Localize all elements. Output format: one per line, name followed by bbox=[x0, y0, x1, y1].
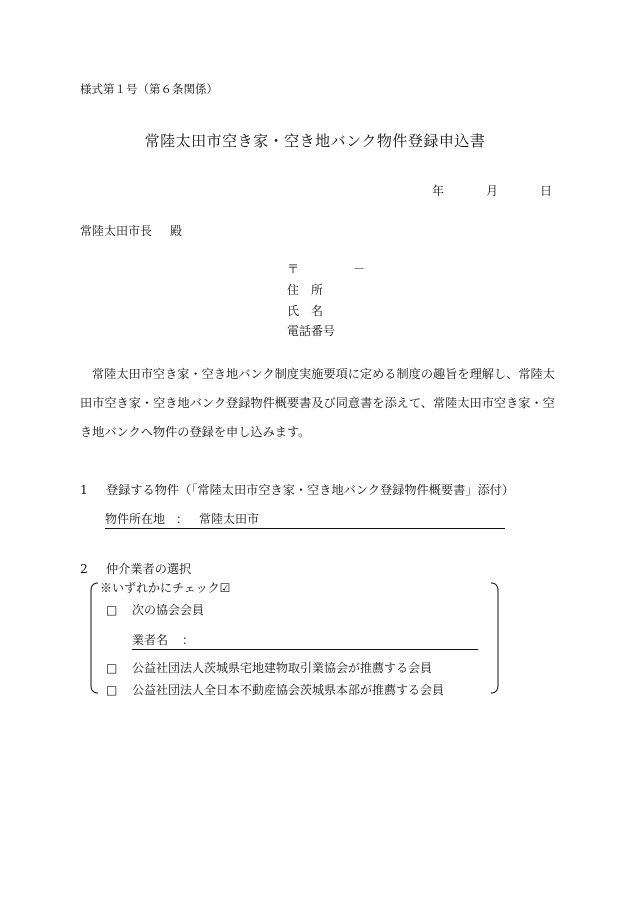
postal-mark: 〒 bbox=[287, 262, 300, 276]
dealer-name-colon: ： bbox=[182, 633, 195, 647]
date-month-label: 月 bbox=[486, 184, 499, 198]
address-label: 住 所 bbox=[287, 283, 324, 297]
application-statement bbox=[80, 360, 560, 447]
property-location-line bbox=[105, 510, 505, 529]
addressee bbox=[80, 222, 182, 239]
postal-code-row bbox=[287, 260, 366, 277]
section-1-heading bbox=[80, 481, 514, 498]
section-2-heading bbox=[80, 560, 191, 577]
left-bracket bbox=[88, 582, 100, 694]
property-location-label: 物件所在地 bbox=[105, 512, 166, 526]
section-2-number: 2 bbox=[80, 562, 88, 576]
check-instruction-text: ※いずれかにチェック bbox=[100, 581, 220, 595]
section-2-title: 仲介業者の選択 bbox=[106, 562, 192, 576]
addressee-honorific: 殿 bbox=[170, 224, 183, 238]
checkbox-icon[interactable]: □ bbox=[106, 661, 118, 675]
option-ibaraki-association[interactable] bbox=[106, 659, 432, 676]
section-1-title: 登録する物件（「常陸太田市空き家・空き地バンク登録物件概要書」添付） bbox=[106, 483, 515, 497]
name-row bbox=[287, 302, 323, 319]
option-association-member[interactable] bbox=[106, 601, 204, 618]
address-row bbox=[287, 281, 323, 298]
checkbox-icon[interactable]: □ bbox=[106, 603, 118, 617]
right-bracket bbox=[489, 582, 501, 694]
application-statement-text: 常陸太田市空き家・空き地バンク制度実施要項に定める制度の趣旨を理解し、常陸太田市空き家・空き地バンク登録物件概要書及び同意書を添えて、常陸太田市空き家・空き地バンクへ物件の登録を申し込みます。 bbox=[80, 367, 555, 439]
date-year-label: 年 bbox=[432, 184, 445, 198]
name-label: 氏 名 bbox=[287, 304, 324, 318]
phone-label: 電話番号 bbox=[287, 324, 336, 338]
property-location-value: 常陸太田市 bbox=[199, 512, 260, 526]
option-national-association[interactable] bbox=[106, 681, 444, 698]
document-title: 常陸太田市空き家・空き地バンク物件登録申込書 bbox=[144, 132, 486, 150]
form-number: 様式第１号（第６条関係） bbox=[80, 82, 218, 96]
phone-row bbox=[287, 322, 335, 339]
dealer-name-label: 業者名 bbox=[132, 633, 169, 647]
property-location-colon: ： bbox=[176, 512, 189, 526]
dealer-name-line bbox=[132, 631, 478, 650]
option-label: 公益社団法人全日本不動産協会茨城県本部が推薦する会員 bbox=[132, 683, 445, 697]
date-day-label: 日 bbox=[540, 184, 553, 198]
addressee-name: 常陸太田市長 bbox=[80, 224, 153, 238]
option-label: 次の協会会員 bbox=[132, 603, 205, 617]
option-label: 公益社団法人茨城県宅地建物取引業協会が推薦する会員 bbox=[132, 661, 433, 675]
checkbox-icon[interactable]: □ bbox=[106, 683, 118, 697]
checked-box-icon: ☑ bbox=[219, 581, 231, 595]
check-instruction bbox=[100, 579, 230, 596]
postal-dash: － bbox=[353, 262, 366, 276]
section-1-number: 1 bbox=[80, 483, 88, 497]
